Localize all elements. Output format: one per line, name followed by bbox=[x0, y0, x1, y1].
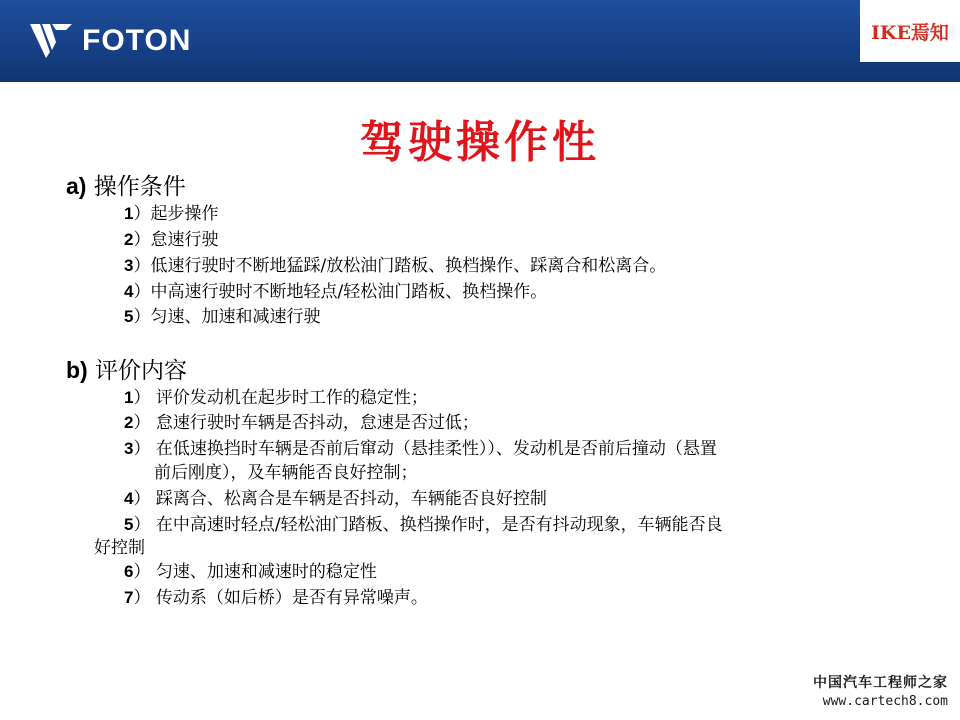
brand-name: FOTON bbox=[82, 24, 192, 57]
item-number: 3 bbox=[124, 256, 134, 275]
list-item-continuation: 好控制 bbox=[94, 538, 145, 558]
item-number: 7 bbox=[124, 588, 134, 607]
item-number: 4 bbox=[124, 489, 134, 508]
item-text: ） 传动系（如后桥）是否有异常噪声。 bbox=[133, 588, 428, 608]
item-number: 2 bbox=[124, 230, 134, 249]
item-number: 5 bbox=[124, 515, 134, 534]
item-text: ） 在中高速时轻点/轻松油门踏板、换档操作时，是否有抖动现象，车辆能否良 bbox=[133, 515, 723, 535]
list-item bbox=[124, 437, 717, 461]
list-item bbox=[124, 280, 547, 304]
item-text: ）匀速、加速和减速行驶 bbox=[133, 307, 321, 327]
item-text: ）低速行驶时不断地猛踩/放松油门踏板、换档操作、踩离合和松离合。 bbox=[133, 256, 667, 276]
item-number: 4 bbox=[124, 282, 134, 301]
item-text: ）中高速行驶时不断地轻点/轻松油门踏板、换档操作。 bbox=[133, 282, 548, 302]
item-text: ） 评价发动机在起步时工作的稳定性； bbox=[133, 388, 428, 408]
list-item bbox=[124, 202, 218, 226]
section-b-heading bbox=[66, 356, 187, 385]
foton-wing-icon bbox=[30, 22, 72, 60]
item-number: 3 bbox=[124, 439, 134, 458]
section-a-heading bbox=[66, 172, 186, 201]
section-b-tag: b) bbox=[66, 357, 88, 383]
list-item bbox=[124, 386, 428, 410]
section-a-title: 操作条件 bbox=[93, 174, 186, 200]
watermark-url: www.cartech8.com bbox=[822, 694, 948, 709]
item-text: ）怠速行驶 bbox=[133, 230, 219, 250]
item-number: 6 bbox=[124, 562, 134, 581]
foton-logo bbox=[30, 22, 191, 60]
item-number: 1 bbox=[124, 388, 134, 407]
ike-logo: IKE焉知 bbox=[860, 0, 960, 62]
list-item bbox=[124, 305, 320, 329]
section-b-title: 评价内容 bbox=[95, 358, 188, 384]
list-item-continuation: 前后刚度），及车辆能否良好控制； bbox=[154, 463, 418, 483]
item-text: ） 踩离合、松离合是车辆是否抖动，车辆能否良好控制 bbox=[133, 489, 547, 509]
page-title: 驾驶操作性 bbox=[360, 117, 600, 168]
item-text: ） 匀速、加速和减速时的稳定性 bbox=[133, 562, 377, 582]
item-number: 2 bbox=[124, 413, 134, 432]
header-bar bbox=[0, 0, 960, 82]
list-item bbox=[124, 411, 479, 435]
watermark-title: 中国汽车工程师之家 bbox=[813, 675, 948, 691]
list-item bbox=[124, 586, 428, 610]
list-item bbox=[124, 254, 666, 278]
list-item bbox=[124, 560, 377, 584]
item-text: ） 在低速换挡时车辆是否前后窜动（悬挂柔性））、发动机是否前后撞动（悬置 bbox=[133, 439, 717, 459]
item-text: ） 怠速行驶时车辆是否抖动，怠速是否过低； bbox=[133, 413, 479, 433]
list-item bbox=[124, 228, 218, 252]
list-item bbox=[124, 513, 723, 537]
section-a-tag: a) bbox=[66, 173, 87, 199]
item-number: 5 bbox=[124, 307, 134, 326]
item-text: ）起步操作 bbox=[133, 204, 219, 224]
item-number: 1 bbox=[124, 204, 134, 223]
list-item bbox=[124, 487, 547, 511]
